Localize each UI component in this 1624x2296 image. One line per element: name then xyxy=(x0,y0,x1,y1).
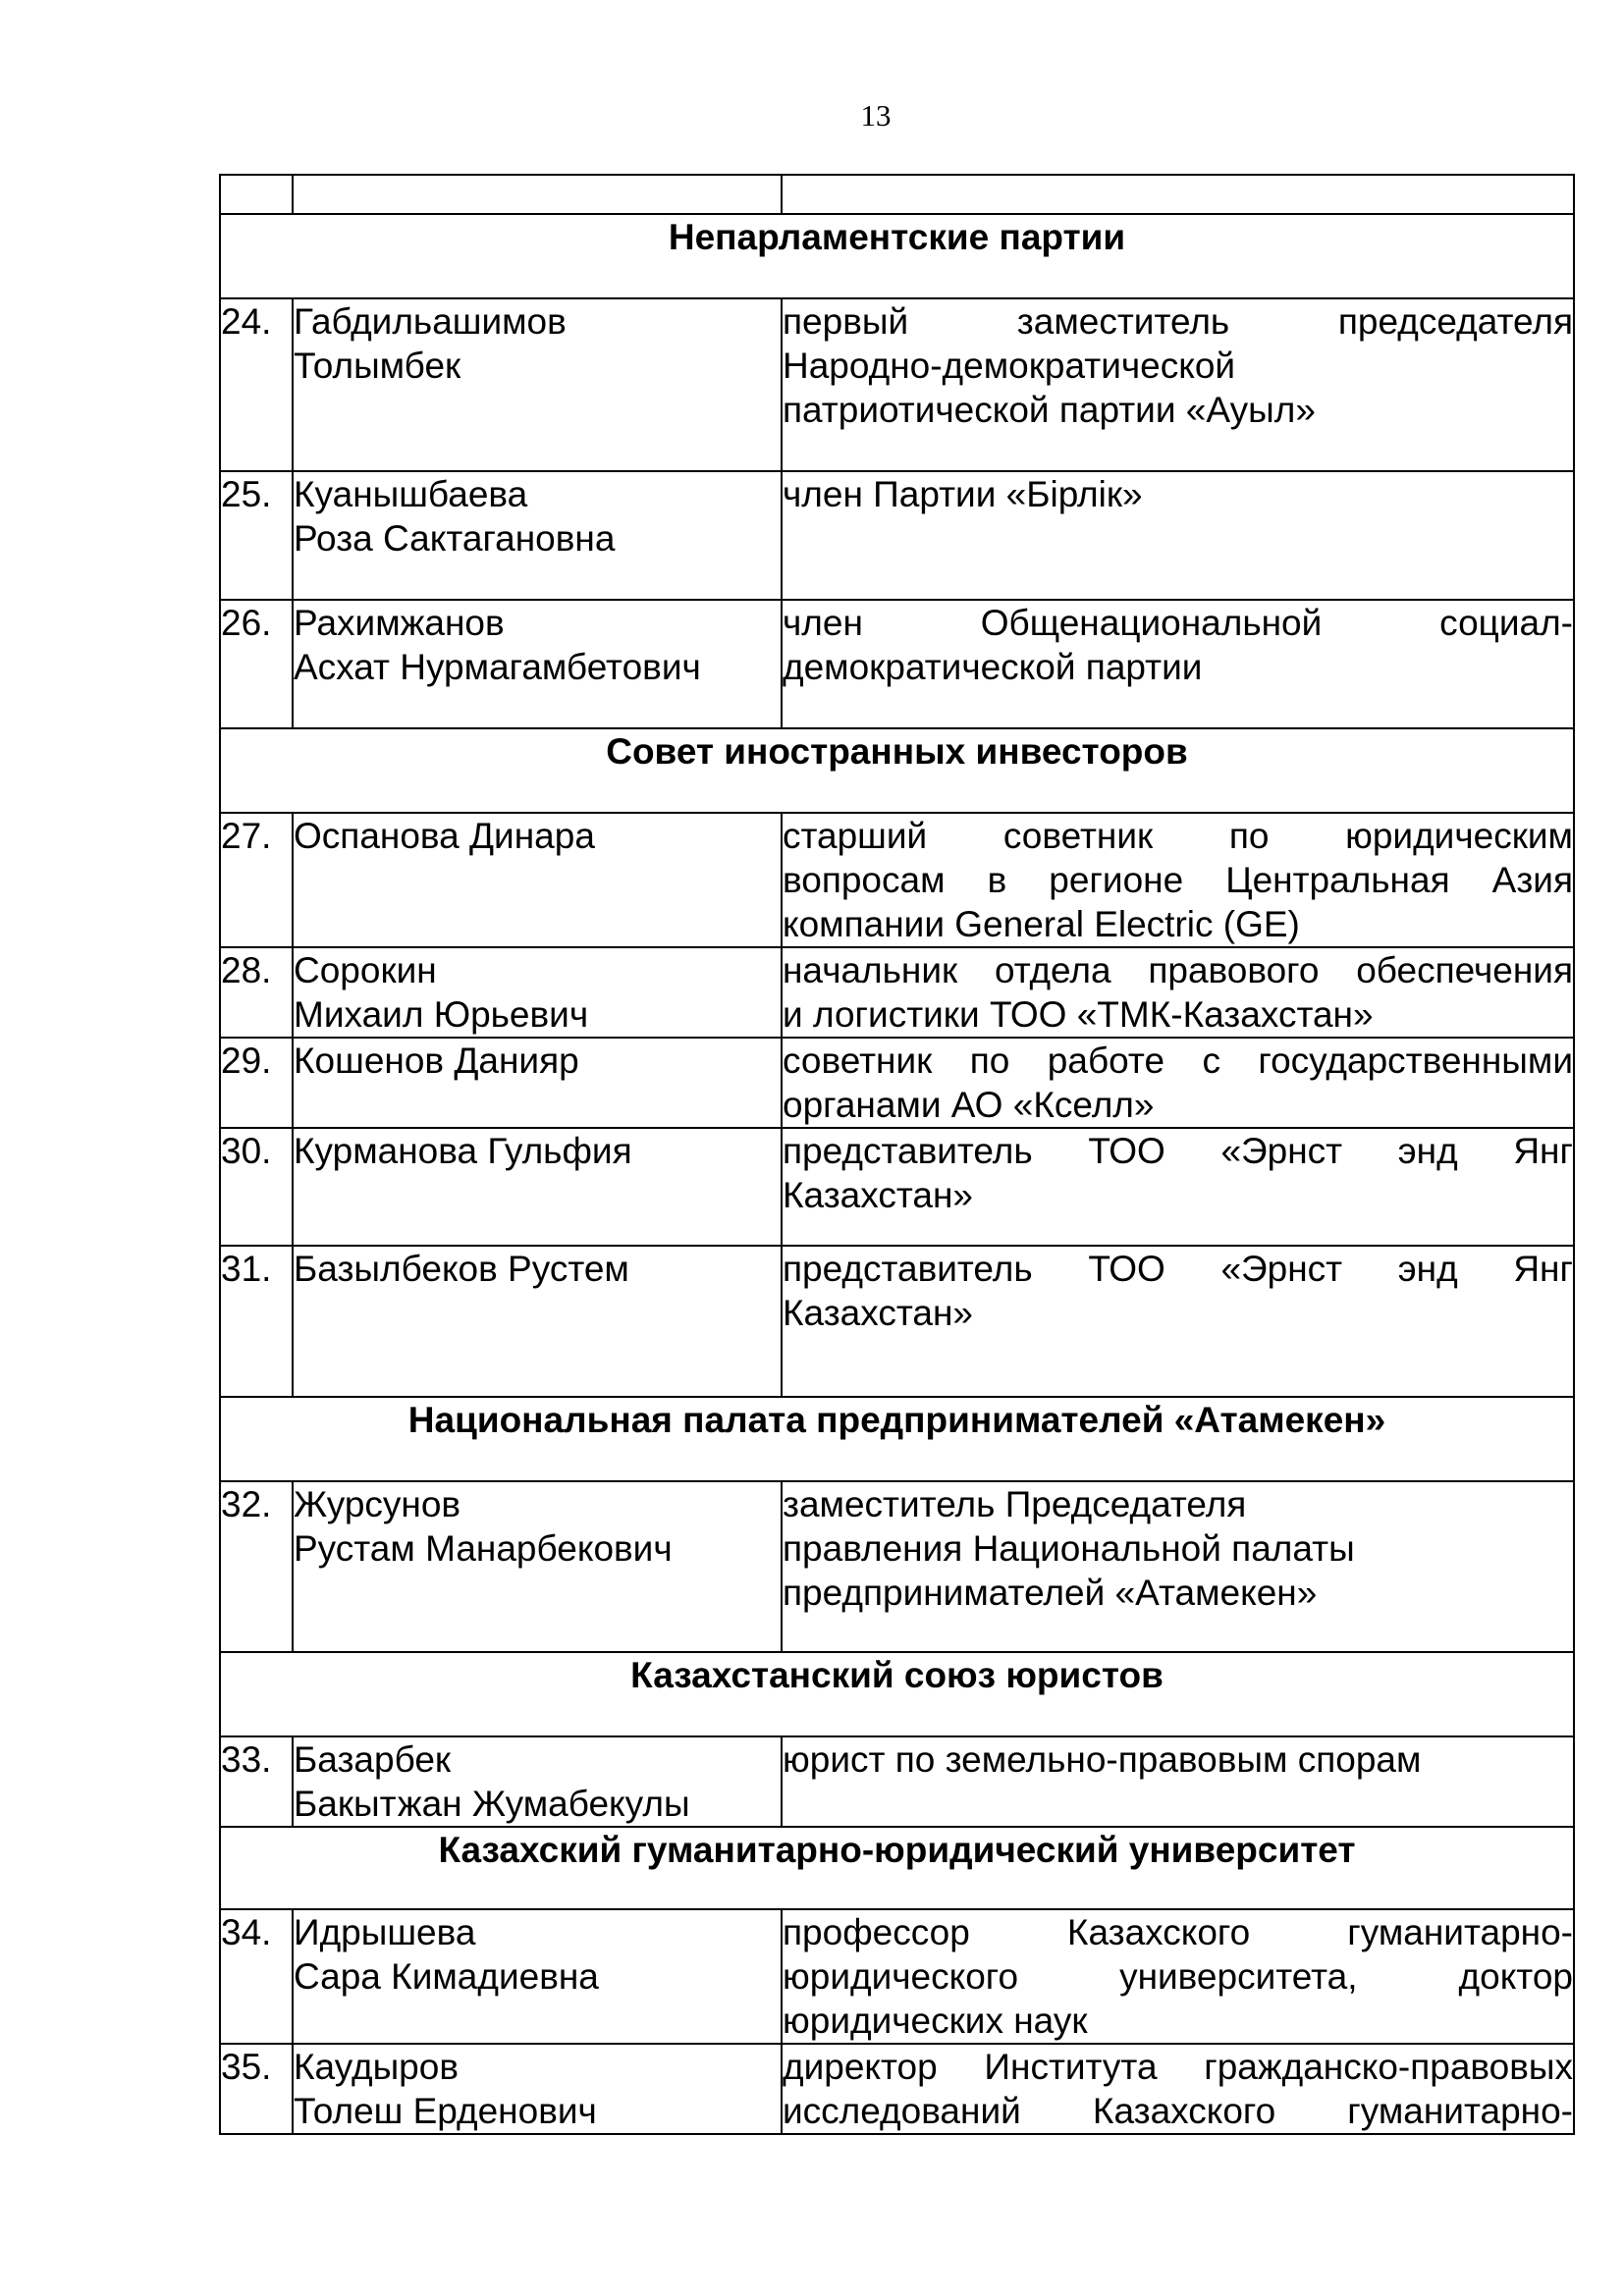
member-position xyxy=(782,471,1574,600)
member-name xyxy=(293,471,782,600)
row-number: 31. xyxy=(220,1246,293,1397)
member-position xyxy=(782,813,1574,947)
position-line: и логистики ТОО «ТМК-Казахстан» xyxy=(783,994,1374,1035)
table-empty-header-row xyxy=(220,175,1574,214)
position-line: Народно-демократической xyxy=(783,346,1236,386)
table-row xyxy=(220,1246,1574,1397)
name-line: Роза Сактагановна xyxy=(294,518,616,559)
members-table xyxy=(219,174,1575,2135)
position-line: исследований Казахского гуманитарно- xyxy=(783,2091,1573,2131)
position-line: предпринимателей «Атамекен» xyxy=(783,1573,1318,1613)
table-row xyxy=(220,2044,1574,2134)
empty-cell xyxy=(220,175,293,214)
table-row xyxy=(220,947,1574,1038)
row-number: 33. xyxy=(220,1736,293,1827)
section-row xyxy=(220,728,1574,813)
position-line: член Общенациональной социал- xyxy=(783,603,1573,643)
member-name xyxy=(293,947,782,1038)
empty-cell xyxy=(782,175,1574,214)
page-number: 13 xyxy=(860,98,892,133)
member-name xyxy=(293,1736,782,1827)
position-line: юридических наук xyxy=(783,2001,1088,2041)
position-line: профессор Казахского гуманитарно- xyxy=(783,1912,1573,1952)
name-line: Идрышева xyxy=(294,1912,476,1952)
member-position xyxy=(782,1246,1574,1397)
row-number: 26. xyxy=(220,600,293,728)
position-line: Казахстан» xyxy=(783,1175,973,1215)
member-name xyxy=(293,1909,782,2044)
name-line: Рахимжанов xyxy=(294,603,505,643)
name-line: Рустам Манарбекович xyxy=(294,1528,673,1569)
name-line: Курманова Гульфия xyxy=(294,1131,632,1171)
member-name xyxy=(293,1246,782,1397)
position-line: Казахстан» xyxy=(783,1293,973,1333)
name-line: Сорокин xyxy=(294,950,437,990)
row-number: 29. xyxy=(220,1038,293,1128)
member-position xyxy=(782,1128,1574,1246)
table-row xyxy=(220,600,1574,728)
section-title: Непарламентские партии xyxy=(220,214,1574,298)
position-line: демократической партии xyxy=(783,647,1203,687)
row-number: 30. xyxy=(220,1128,293,1246)
table-row xyxy=(220,471,1574,600)
member-name xyxy=(293,813,782,947)
position-line: советник по работе с государственными xyxy=(783,1041,1573,1081)
row-number: 27. xyxy=(220,813,293,947)
member-position xyxy=(782,1481,1574,1652)
position-line: начальник отдела правового обеспечения xyxy=(783,950,1573,990)
position-line: директор Института гражданско-правовых xyxy=(783,2047,1573,2087)
member-position xyxy=(782,1736,1574,1827)
empty-cell xyxy=(293,175,782,214)
name-line: Оспанова Динара xyxy=(294,816,595,856)
row-number: 32. xyxy=(220,1481,293,1652)
member-position xyxy=(782,1038,1574,1128)
position-line: юрист по земельно-правовым спорам xyxy=(783,1739,1422,1780)
name-line: Габдильашимов xyxy=(294,301,567,342)
row-number: 34. xyxy=(220,1909,293,2044)
name-line: Асхат Нурмагамбетович xyxy=(294,647,701,687)
section-row xyxy=(220,1827,1574,1909)
position-line: вопросам в регионе Центральная Азия xyxy=(783,860,1573,900)
section-row xyxy=(220,214,1574,298)
member-position xyxy=(782,298,1574,471)
section-row xyxy=(220,1397,1574,1481)
row-number: 24. xyxy=(220,298,293,471)
position-line: органами АО «Кселл» xyxy=(783,1085,1155,1125)
name-line: Базарбек xyxy=(294,1739,452,1780)
name-line: Куанышбаева xyxy=(294,474,528,514)
name-line: Сара Кимадиевна xyxy=(294,1956,599,1997)
member-name xyxy=(293,1038,782,1128)
position-line: патриотической партии «Ауыл» xyxy=(783,390,1316,430)
table-row xyxy=(220,1128,1574,1246)
member-name xyxy=(293,600,782,728)
section-title: Национальная палата предпринимателей «Атамекен» xyxy=(220,1397,1574,1481)
section-title: Казахстанский союз юристов xyxy=(220,1652,1574,1736)
member-name xyxy=(293,2044,782,2134)
position-line: первый заместитель председателя xyxy=(783,301,1573,342)
table-row xyxy=(220,1481,1574,1652)
position-line: компании General Electric (GE) xyxy=(783,904,1300,944)
member-name xyxy=(293,298,782,471)
table-row xyxy=(220,298,1574,471)
name-line: Базылбеков Рустем xyxy=(294,1249,629,1289)
table-row xyxy=(220,813,1574,947)
position-line: представитель ТОО «Эрнст энд Янг xyxy=(783,1131,1573,1171)
member-position xyxy=(782,947,1574,1038)
member-name xyxy=(293,1128,782,1246)
row-number: 28. xyxy=(220,947,293,1038)
name-line: Кошенов Данияр xyxy=(294,1041,579,1081)
position-line: член Партии «Бірлік» xyxy=(783,474,1143,514)
position-line: представитель ТОО «Эрнст энд Янг xyxy=(783,1249,1573,1289)
table-row xyxy=(220,1736,1574,1827)
name-line: Михаил Юрьевич xyxy=(294,994,589,1035)
name-line: Бакытжан Жумабекулы xyxy=(294,1784,690,1824)
name-line: Каудыров xyxy=(294,2047,459,2087)
row-number: 25. xyxy=(220,471,293,600)
member-position xyxy=(782,2044,1574,2134)
position-line: заместитель Председателя xyxy=(783,1484,1247,1524)
name-line: Журсунов xyxy=(294,1484,461,1524)
member-name xyxy=(293,1481,782,1652)
member-position xyxy=(782,600,1574,728)
row-number: 35. xyxy=(220,2044,293,2134)
member-position xyxy=(782,1909,1574,2044)
name-line: Толымбек xyxy=(294,346,461,386)
position-line: старший советник по юридическим xyxy=(783,816,1573,856)
table-row xyxy=(220,1909,1574,2044)
table-row xyxy=(220,1038,1574,1128)
section-title: Совет иностранных инвесторов xyxy=(220,728,1574,813)
section-title: Казахский гуманитарно-юридический университет xyxy=(220,1827,1574,1909)
position-line: правления Национальной палаты xyxy=(783,1528,1355,1569)
name-line: Толеш Ерденович xyxy=(294,2091,597,2131)
position-line: юридического университета, доктор xyxy=(783,1956,1573,1997)
section-row xyxy=(220,1652,1574,1736)
